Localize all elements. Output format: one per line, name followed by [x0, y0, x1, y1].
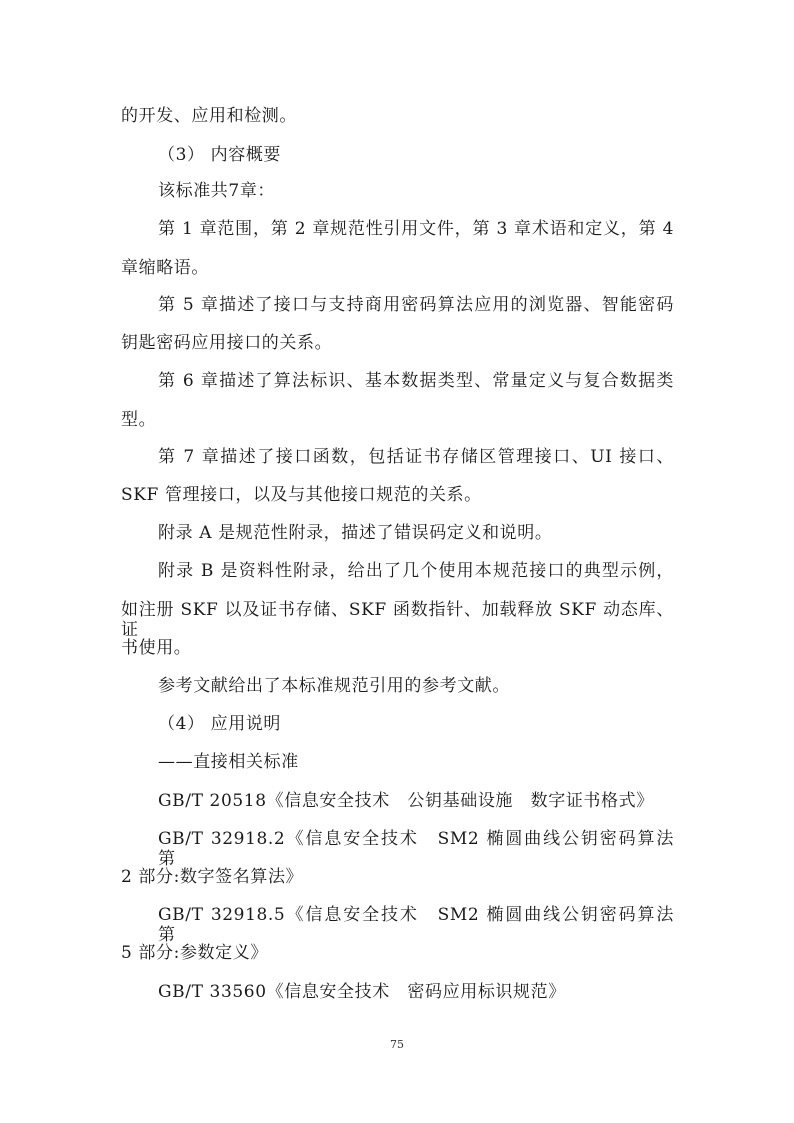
- page-number: 75: [390, 1038, 404, 1051]
- text-line-12: 附录 A 是规范性附录，描述了错误码定义和说明。: [158, 523, 553, 543]
- section-heading-application-notes: （4） 应用说明: [158, 714, 282, 734]
- reference-standard-4: GB/T 33560《信息安全技术 密码应用标识规范》: [158, 982, 566, 1002]
- reference-standard-3-cont: 5 部分:参数定义》: [121, 943, 268, 963]
- reference-standard-2: GB/T 32918.2《信息安全技术 SM2 椭圆曲线公钥密码算法 第: [158, 829, 692, 869]
- text-line-18: ——直接相关标准: [158, 752, 299, 772]
- text-line-8: 第 6 章描述了算法标识、基本数据类型、常量定义与复合数据类: [158, 371, 674, 391]
- text-line-10: 第 7 章描述了接口函数，包括证书存储区管理接口、UI 接口、: [158, 447, 674, 467]
- text-line-16: 参考文献给出了本标准规范引用的参考文献。: [158, 676, 510, 696]
- reference-standard-2-cont: 2 部分:数字签名算法》: [121, 867, 304, 887]
- text-line-11: SKF 管理接口，以及与其他接口规范的关系。: [121, 485, 482, 505]
- text-line-5: 章缩略语。: [121, 258, 209, 278]
- text-line-9: 型。: [121, 410, 157, 430]
- text-line-7: 钥匙密码应用接口的关系。: [121, 333, 333, 353]
- text-line-15: 书使用。: [121, 638, 192, 658]
- text-line-4: 第 1 章范围，第 2 章规范性引用文件，第 3 章术语和定义，第 4: [158, 219, 674, 239]
- text-line-3: 该标准共7章：: [158, 181, 276, 201]
- section-heading-content-overview: （3） 内容概要: [158, 145, 282, 165]
- reference-standard-1: GB/T 20518《信息安全技术 公钥基础设施 数字证书格式》: [158, 791, 654, 811]
- text-line-14: 如注册 SKF 以及证书存储、SKF 函数指针、加载释放 SKF 动态库、证: [121, 600, 674, 640]
- text-line-1: 的开发、应用和检测。: [121, 106, 297, 126]
- text-line-13: 附录 B 是资料性附录，给出了几个使用本规范接口的典型示例，: [158, 561, 674, 581]
- reference-standard-3: GB/T 32918.5《信息安全技术 SM2 椭圆曲线公钥密码算法 第: [158, 905, 692, 945]
- text-line-6: 第 5 章描述了接口与支持商用密码算法应用的浏览器、智能密码: [158, 295, 674, 315]
